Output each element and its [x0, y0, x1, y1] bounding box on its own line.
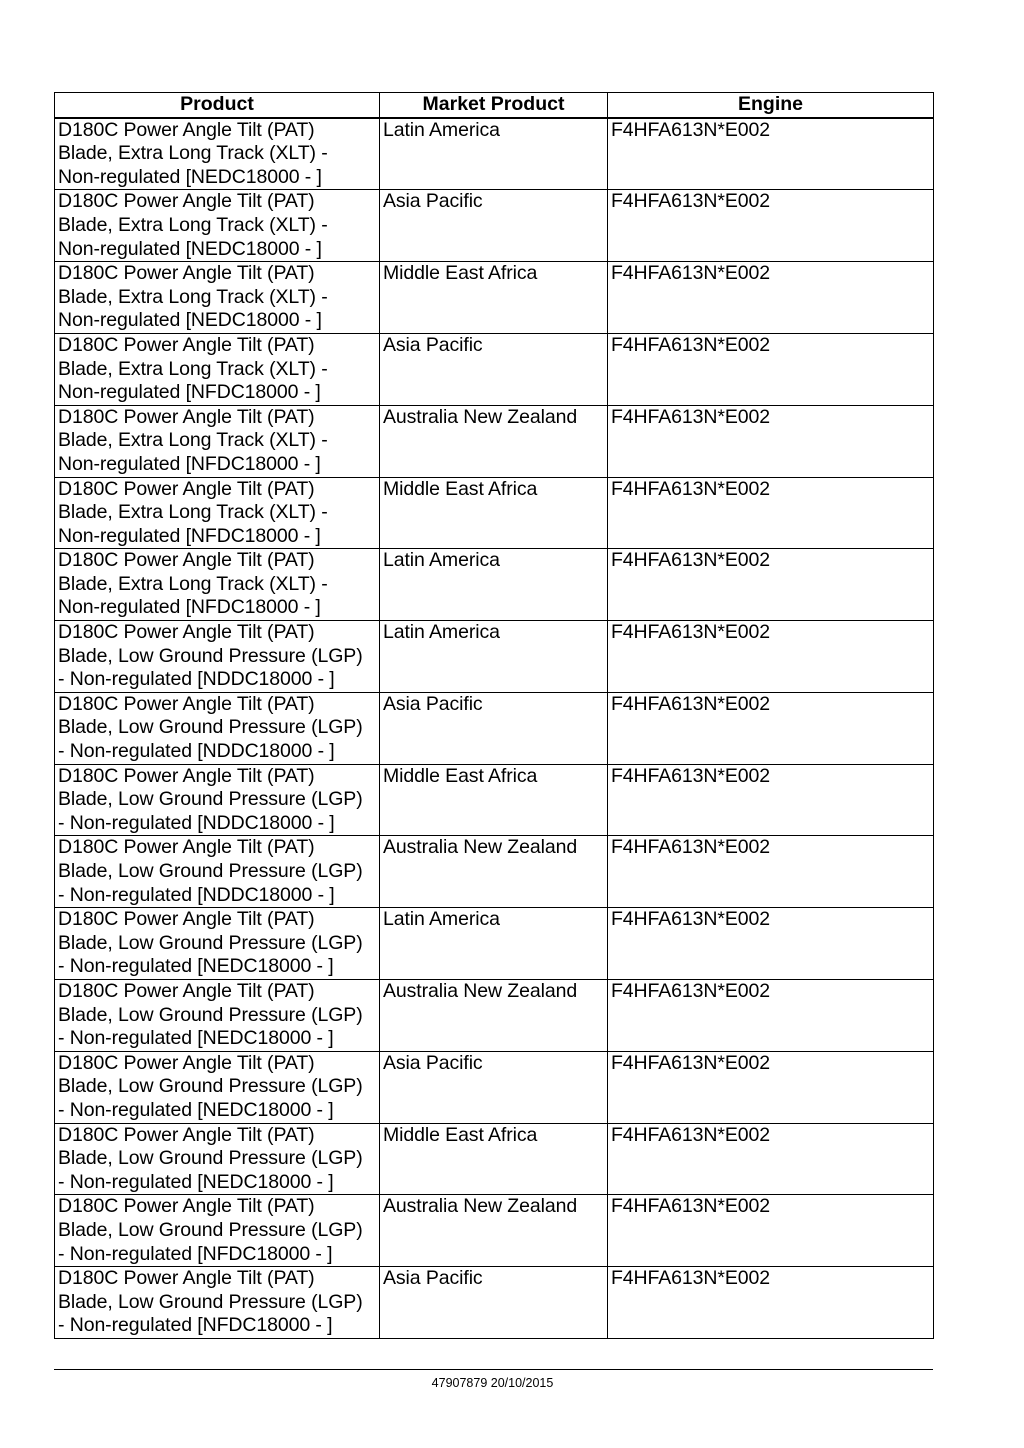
table-row [55, 692, 934, 764]
market-product-cell-text: Latin America [383, 908, 500, 931]
product-cell-text: D180C Power Angle Tilt (PAT) Blade, Extra Long Track (XLT) - Non-regulated [NFDC18000 - ] [58, 549, 328, 619]
market-product-cell-text: Asia Pacific [383, 333, 483, 356]
engine-cell [608, 118, 934, 190]
engine-cell-text: F4HFA613N*E002 [611, 405, 771, 428]
table-row [55, 621, 934, 693]
table-header [55, 93, 934, 118]
footer-doc-id-date: 47907879 20/10/2015 [431, 1376, 554, 1390]
product-cell-text: D180C Power Angle Tilt (PAT) Blade, Low Ground Pressure (LGP) - Non-regulated [NEDC18000 - ] [58, 908, 363, 978]
market-product-cell-text: Australia New Zealand [383, 405, 578, 428]
engine-cell [608, 1267, 934, 1339]
product-cell [55, 1123, 380, 1195]
table-row [55, 1051, 934, 1123]
engine-cell-text: F4HFA613N*E002 [611, 979, 771, 1002]
market-product-cell-text: Asia Pacific [383, 190, 483, 213]
market-product-cell [380, 692, 608, 764]
product-cell-text: D180C Power Angle Tilt (PAT) Blade, Low Ground Pressure (LGP) - Non-regulated [NDDC18000 - ] [58, 692, 363, 763]
engine-cell [608, 190, 934, 262]
product-cell [55, 1267, 380, 1339]
market-product-cell [380, 836, 608, 908]
engine-cell-text: F4HFA613N*E002 [611, 1123, 771, 1146]
product-cell-text: D180C Power Angle Tilt (PAT) Blade, Low Ground Pressure (LGP) - Non-regulated [NFDC18000 - ] [58, 1195, 363, 1265]
product-cell-text: D180C Power Angle Tilt (PAT) Blade, Extra Long Track (XLT) - Non-regulated [NFDC18000 - ] [58, 333, 328, 404]
product-cell [55, 262, 380, 334]
engine-cell [608, 979, 934, 1051]
engine-cell-text: F4HFA613N*E002 [611, 692, 771, 715]
engine-cell-text: F4HFA613N*E002 [611, 621, 771, 644]
engine-cell [608, 262, 934, 334]
product-cell [55, 405, 380, 477]
market-product-cell-text: Australia New Zealand [383, 836, 578, 859]
market-product-cell-text: Asia Pacific [383, 1267, 483, 1290]
product-cell-text: D180C Power Angle Tilt (PAT) Blade, Low Ground Pressure (LGP) - Non-regulated [NFDC18000 - ] [58, 1267, 363, 1337]
product-cell [55, 979, 380, 1051]
table-row [55, 979, 934, 1051]
product-cell [55, 836, 380, 908]
market-product-cell-text: Latin America [383, 549, 500, 572]
table-row [55, 836, 934, 908]
engine-cell-text: F4HFA613N*E002 [611, 118, 771, 141]
engine-cell-text: F4HFA613N*E002 [611, 549, 771, 572]
header-market-product: Market Product [380, 93, 608, 118]
product-engine-table [54, 92, 934, 1339]
table-row [55, 1195, 934, 1267]
table-row [55, 764, 934, 836]
header-row [55, 93, 934, 118]
engine-cell-text: F4HFA613N*E002 [611, 764, 771, 787]
engine-cell [608, 477, 934, 549]
market-product-cell [380, 1123, 608, 1195]
table-row [55, 477, 934, 549]
product-cell [55, 549, 380, 621]
product-cell-text: D180C Power Angle Tilt (PAT) Blade, Extra Long Track (XLT) - Non-regulated [NEDC18000 - ] [58, 262, 328, 332]
product-cell-text: D180C Power Angle Tilt (PAT) Blade, Low Ground Pressure (LGP) - Non-regulated [NEDC18000 - ] [58, 979, 363, 1050]
engine-cell [608, 764, 934, 836]
engine-cell-text: F4HFA613N*E002 [611, 333, 771, 356]
product-cell [55, 692, 380, 764]
product-cell-text: D180C Power Angle Tilt (PAT) Blade, Low Ground Pressure (LGP) - Non-regulated [NEDC18000 - ] [58, 1123, 363, 1193]
market-product-cell-text: Australia New Zealand [383, 1195, 578, 1218]
market-product-cell [380, 190, 608, 262]
engine-cell [608, 1123, 934, 1195]
engine-cell-text: F4HFA613N*E002 [611, 1195, 771, 1218]
market-product-cell [380, 333, 608, 405]
product-cell-text: D180C Power Angle Tilt (PAT) Blade, Extra Long Track (XLT) - Non-regulated [NFDC18000 - ] [58, 477, 328, 547]
engine-cell-text: F4HFA613N*E002 [611, 1051, 771, 1074]
market-product-cell [380, 1195, 608, 1267]
market-product-cell [380, 1051, 608, 1123]
market-product-cell-text: Middle East Africa [383, 764, 538, 787]
header-engine: Engine [608, 93, 934, 118]
product-cell-text: D180C Power Angle Tilt (PAT) Blade, Low Ground Pressure (LGP) - Non-regulated [NDDC18000 - ] [58, 764, 363, 834]
market-product-cell [380, 1267, 608, 1339]
market-product-cell [380, 405, 608, 477]
engine-cell [608, 549, 934, 621]
table-row [55, 333, 934, 405]
market-product-cell [380, 262, 608, 334]
product-cell [55, 333, 380, 405]
product-cell-text: D180C Power Angle Tilt (PAT) Blade, Extra Long Track (XLT) - Non-regulated [NEDC18000 - ] [58, 118, 328, 188]
table-row [55, 908, 934, 980]
product-cell [55, 764, 380, 836]
table-row [55, 190, 934, 262]
table-row [55, 262, 934, 334]
header-product: Product [55, 93, 380, 118]
market-product-cell [380, 764, 608, 836]
market-product-cell [380, 477, 608, 549]
engine-cell [608, 333, 934, 405]
engine-cell-text: F4HFA613N*E002 [611, 1267, 771, 1290]
product-cell [55, 908, 380, 980]
market-product-cell [380, 549, 608, 621]
product-cell-text: D180C Power Angle Tilt (PAT) Blade, Low Ground Pressure (LGP) - Non-regulated [NDDC18000 - ] [58, 621, 363, 691]
market-product-cell-text: Asia Pacific [383, 1051, 483, 1074]
product-cell [55, 621, 380, 693]
product-cell-text: D180C Power Angle Tilt (PAT) Blade, Extra Long Track (XLT) - Non-regulated [NFDC18000 - ] [58, 405, 328, 475]
engine-cell [608, 1051, 934, 1123]
product-cell [55, 477, 380, 549]
engine-cell-text: F4HFA613N*E002 [611, 262, 771, 285]
engine-cell [608, 836, 934, 908]
footer-divider [54, 1369, 933, 1370]
market-product-cell-text: Middle East Africa [383, 1123, 538, 1146]
market-product-cell [380, 118, 608, 190]
product-cell [55, 190, 380, 262]
engine-cell-text: F4HFA613N*E002 [611, 836, 771, 859]
market-product-cell [380, 621, 608, 693]
market-product-cell-text: Asia Pacific [383, 692, 483, 715]
engine-cell [608, 908, 934, 980]
engine-cell [608, 1195, 934, 1267]
market-product-cell [380, 908, 608, 980]
product-cell [55, 118, 380, 190]
engine-cell [608, 692, 934, 764]
engine-cell-text: F4HFA613N*E002 [611, 908, 771, 931]
engine-cell [608, 405, 934, 477]
table-body [55, 118, 934, 1339]
engine-cell-text: F4HFA613N*E002 [611, 477, 771, 500]
table-row [55, 549, 934, 621]
market-product-cell-text: Middle East Africa [383, 262, 538, 285]
engine-cell-text: F4HFA613N*E002 [611, 190, 771, 213]
table-row [55, 405, 934, 477]
market-product-cell-text: Latin America [383, 621, 500, 644]
product-cell-text: D180C Power Angle Tilt (PAT) Blade, Extra Long Track (XLT) - Non-regulated [NEDC18000 - ] [58, 190, 328, 260]
product-cell [55, 1051, 380, 1123]
product-cell [55, 1195, 380, 1267]
market-product-cell-text: Australia New Zealand [383, 979, 578, 1002]
table-row [55, 1123, 934, 1195]
product-cell-text: D180C Power Angle Tilt (PAT) Blade, Low Ground Pressure (LGP) - Non-regulated [NDDC18000 - ] [58, 836, 363, 906]
table-row [55, 118, 934, 190]
market-product-cell-text: Middle East Africa [383, 477, 538, 500]
product-cell-text: D180C Power Angle Tilt (PAT) Blade, Low Ground Pressure (LGP) - Non-regulated [NEDC18000 - ] [58, 1051, 363, 1121]
table-row [55, 1267, 934, 1339]
market-product-cell [380, 979, 608, 1051]
market-product-cell-text: Latin America [383, 118, 500, 141]
engine-cell [608, 621, 934, 693]
